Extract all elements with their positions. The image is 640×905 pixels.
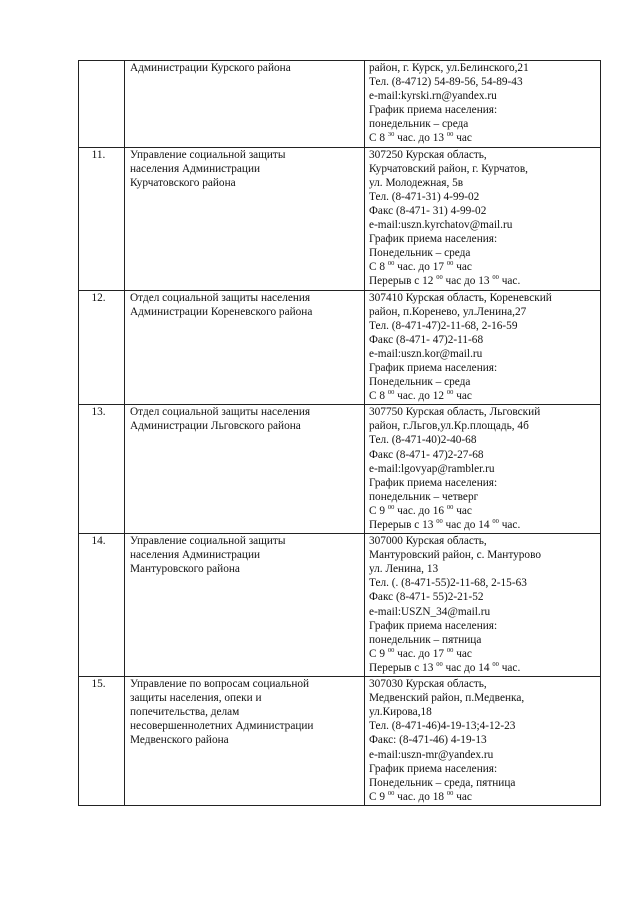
time-minutes-superscript: 00	[492, 660, 499, 668]
contact-info-line	[369, 661, 597, 675]
contact-info-line	[369, 162, 597, 176]
time-minutes-superscript: 00	[446, 789, 454, 797]
table-row	[79, 405, 601, 534]
time-minutes-superscript: 00	[492, 274, 499, 282]
contact-info-line	[369, 691, 597, 705]
contact-info-text: График приема населения:	[369, 361, 498, 374]
organization-name: Отдел социальной защиты населения Администрации Льговского района	[130, 406, 311, 433]
organization-name: Отдел социальной защиты населения Администрации Кореневского района	[130, 291, 313, 318]
contact-info-line	[369, 75, 597, 89]
contact-info-text: район, г. Курск, ул.Белинского,21	[369, 62, 529, 74]
contact-info-text: час	[453, 132, 472, 145]
contact-info-text: Мантуровский район, с. Мантурово	[369, 549, 541, 562]
table-row	[79, 534, 601, 677]
contact-info-line	[369, 762, 597, 776]
contact-info-text: Факс (8-471- 55)2-21-52	[369, 591, 484, 604]
row-number: 14.	[79, 534, 125, 677]
contact-info-line	[369, 103, 597, 117]
contact-info-line	[369, 705, 597, 719]
contact-info-text: час. до 12	[394, 390, 447, 403]
time-minutes-superscript: 30	[387, 131, 395, 139]
contact-info-text: понедельник – пятница	[369, 633, 482, 646]
contact-info-text: час до 14	[442, 661, 493, 674]
contact-info-cell	[365, 677, 601, 806]
time-minutes-superscript: 00	[492, 518, 499, 525]
organization-cell	[125, 61, 365, 148]
contact-info-text: e-mail:uszn.kyrchatov@mail.ru	[369, 219, 513, 232]
contact-info-text: ул.Кирова,18	[369, 706, 432, 719]
contact-info-text: Перерыв с 13	[369, 519, 437, 531]
time-minutes-superscript: 00	[436, 660, 443, 668]
contact-info-line	[369, 176, 597, 190]
contact-info-line	[369, 462, 597, 476]
row-number	[79, 61, 125, 148]
contact-info-text: Факс (8-471- 47)2-11-68	[369, 333, 484, 346]
time-minutes-superscript: 00	[446, 131, 454, 139]
contact-info-line	[369, 504, 597, 518]
contact-info-text: Тел. (8-471-46)4-19-13;4-12-23	[369, 720, 516, 733]
contact-info-line	[369, 117, 597, 131]
contact-info-line	[369, 218, 597, 232]
time-minutes-superscript: 00	[436, 518, 443, 525]
contact-info-text: район, г.Льгов,ул.Кр.площадь, 4б	[369, 420, 529, 433]
organization-name: Администрации Курского района	[130, 62, 291, 74]
contact-info-text: час. до 13	[394, 132, 447, 145]
contact-info-text: час. до 17	[394, 647, 447, 660]
contact-info-line	[369, 405, 597, 419]
contact-info-line	[369, 232, 597, 246]
table-row	[79, 290, 601, 405]
time-minutes-superscript: 00	[436, 274, 443, 282]
contact-info-text: ул. Молодежная, 5в	[369, 176, 464, 189]
time-minutes-superscript: 00	[446, 389, 454, 397]
contact-info-line	[369, 476, 597, 490]
contact-info-line	[369, 274, 597, 288]
contact-info-text: Тел. (8-471-40)2-40-68	[369, 434, 477, 447]
contact-info-line	[369, 433, 597, 447]
contact-info-line	[369, 389, 597, 403]
contact-info-line	[369, 375, 597, 389]
contact-info-text: Перерыв с 12	[369, 275, 437, 288]
contact-info-text: Перерыв с 13	[369, 661, 437, 674]
contact-info-text: час.	[498, 661, 521, 674]
departments-table	[78, 60, 601, 806]
contact-info-text: район, п.Коренево, ул.Ленина,27	[369, 305, 527, 318]
contact-info-text: Курчатовский район, г. Курчатов,	[369, 162, 528, 175]
contact-info-line	[369, 319, 597, 333]
contact-info-line	[369, 605, 597, 619]
contact-info-cell	[365, 147, 601, 290]
contact-info-line	[369, 61, 597, 75]
row-number: 12.	[79, 290, 125, 405]
contact-info-line	[369, 733, 597, 747]
contact-info-text: Факс (8-471- 47)2-27-68	[369, 448, 484, 461]
time-minutes-superscript: 00	[387, 789, 395, 797]
contact-info-text: e-mail:uszn-mr@yandex.ru	[369, 748, 494, 761]
contact-info-text: Тел. (8-471-31) 4-99-02	[369, 190, 480, 203]
contact-info-line	[369, 590, 597, 604]
contact-info-text: С 9	[369, 647, 388, 660]
contact-info-text: 307000 Курская область,	[369, 535, 487, 548]
contact-info-line	[369, 562, 597, 576]
contact-info-text: понедельник – среда	[369, 118, 469, 131]
contact-info-text: График приема населения:	[369, 476, 498, 489]
contact-info-line	[369, 260, 597, 274]
contact-info-text: Тел. (8-4712) 54-89-56, 54-89-43	[369, 76, 523, 89]
contact-info-text: понедельник – четверг	[369, 490, 479, 503]
row-number: 11.	[79, 147, 125, 290]
contact-info-text: Понедельник – среда, пятница	[369, 776, 516, 789]
contact-info-text: 307410 Курская область, Кореневский	[369, 291, 552, 304]
contact-info-text: e-mail:USZN_34@mail.ru	[369, 605, 491, 618]
contact-info-cell	[365, 290, 601, 405]
contact-info-text: 307250 Курская область,	[369, 148, 487, 161]
organization-cell	[125, 677, 365, 806]
contact-info-line	[369, 548, 597, 562]
table-row	[79, 677, 601, 806]
contact-info-line	[369, 291, 597, 305]
organization-cell	[125, 147, 365, 290]
organization-cell	[125, 534, 365, 677]
contact-info-cell	[365, 61, 601, 148]
organization-cell	[125, 290, 365, 405]
contact-info-line	[369, 748, 597, 762]
row-number: 15.	[79, 677, 125, 806]
contact-info-text: час.	[498, 519, 521, 531]
organization-name: Управление социальной защиты населения Администрации Мантуровского района	[130, 535, 286, 576]
contact-info-text: Тел. (. (8-471-55)2-11-68, 2-15-63	[369, 577, 527, 590]
contact-info-text: час	[453, 504, 472, 517]
time-minutes-superscript: 00	[387, 646, 395, 654]
contact-info-text: час.	[498, 275, 521, 288]
contact-info-line	[369, 534, 597, 548]
contact-info-text: час	[453, 261, 472, 274]
contact-info-text: e-mail:uszn.kor@mail.ru	[369, 347, 483, 360]
contact-info-line	[369, 619, 597, 633]
time-minutes-superscript: 00	[387, 503, 395, 511]
contact-info-text: С 8	[369, 261, 388, 274]
contact-info-line	[369, 518, 597, 532]
contact-info-text: График приема населения:	[369, 233, 498, 246]
contact-info-line	[369, 131, 597, 145]
contact-info-cell	[365, 405, 601, 534]
contact-info-line	[369, 148, 597, 162]
time-minutes-superscript: 00	[446, 503, 454, 511]
contact-info-text: С 8	[369, 132, 388, 145]
contact-info-line	[369, 419, 597, 433]
contact-info-line	[369, 89, 597, 103]
contact-info-line	[369, 246, 597, 260]
contact-info-line	[369, 347, 597, 361]
contact-info-text: С 9	[369, 504, 388, 517]
contact-info-text: Понедельник – среда	[369, 247, 471, 260]
contact-info-line	[369, 204, 597, 218]
contact-info-text: Медвенский район, п.Медвенка,	[369, 692, 525, 705]
contact-info-text: час	[453, 647, 472, 660]
contact-info-text: С 9	[369, 790, 388, 803]
table-row	[79, 61, 601, 148]
contact-info-text: График приема населения:	[369, 619, 498, 632]
contact-info-text: 307030 Курская область,	[369, 678, 487, 691]
table-row	[79, 147, 601, 290]
contact-info-line	[369, 790, 597, 804]
contact-info-text: час. до 17	[394, 261, 447, 274]
contact-info-text: График приема населения:	[369, 104, 498, 117]
contact-info-text: Тел. (8-471-47)2-11-68, 2-16-59	[369, 319, 518, 332]
contact-info-text: 307750 Курская область, Льговский	[369, 406, 541, 419]
contact-info-text: час до 14	[442, 519, 493, 531]
contact-info-cell	[365, 534, 601, 677]
contact-info-line	[369, 490, 597, 504]
contact-info-text: С 8	[369, 390, 388, 403]
contact-info-text: час. до 18	[394, 790, 447, 803]
row-number: 13.	[79, 405, 125, 534]
contact-info-text: час. до 16	[394, 504, 447, 517]
contact-info-text: e-mail:lgovyap@rambler.ru	[369, 462, 495, 475]
contact-info-line	[369, 633, 597, 647]
organization-name: Управление социальной защиты населения Администрации Курчатовского района	[130, 148, 286, 189]
time-minutes-superscript: 00	[446, 260, 454, 268]
contact-info-text: Факс (8-471- 31) 4-99-02	[369, 204, 487, 217]
contact-info-text: час до 13	[442, 275, 493, 288]
contact-info-line	[369, 647, 597, 661]
contact-info-line	[369, 333, 597, 347]
contact-info-text: e-mail:kyrski.rn@yandex.ru	[369, 90, 497, 103]
contact-info-text: час	[453, 390, 472, 403]
contact-info-text: час	[453, 790, 472, 803]
organization-cell	[125, 405, 365, 534]
contact-info-line	[369, 776, 597, 790]
contact-info-line	[369, 576, 597, 590]
contact-info-text: Понедельник – среда	[369, 376, 471, 389]
contact-info-text: Факс: (8-471-46) 4-19-13	[369, 734, 487, 747]
contact-info-line	[369, 361, 597, 375]
time-minutes-superscript: 00	[446, 646, 454, 654]
contact-info-text: График приема населения:	[369, 762, 498, 775]
organization-name: Управление по вопросам социальной защиты населения, опеки и попечительства, делам несовершеннолетних Администрации Медвенского района	[130, 678, 314, 747]
departments-table-body	[79, 61, 601, 806]
contact-info-line	[369, 190, 597, 204]
time-minutes-superscript: 00	[387, 260, 395, 268]
time-minutes-superscript: 00	[387, 389, 395, 397]
contact-info-line	[369, 448, 597, 462]
contact-info-line	[369, 677, 597, 691]
contact-info-line	[369, 305, 597, 319]
contact-info-line	[369, 719, 597, 733]
contact-info-text: ул. Ленина, 13	[369, 563, 439, 576]
